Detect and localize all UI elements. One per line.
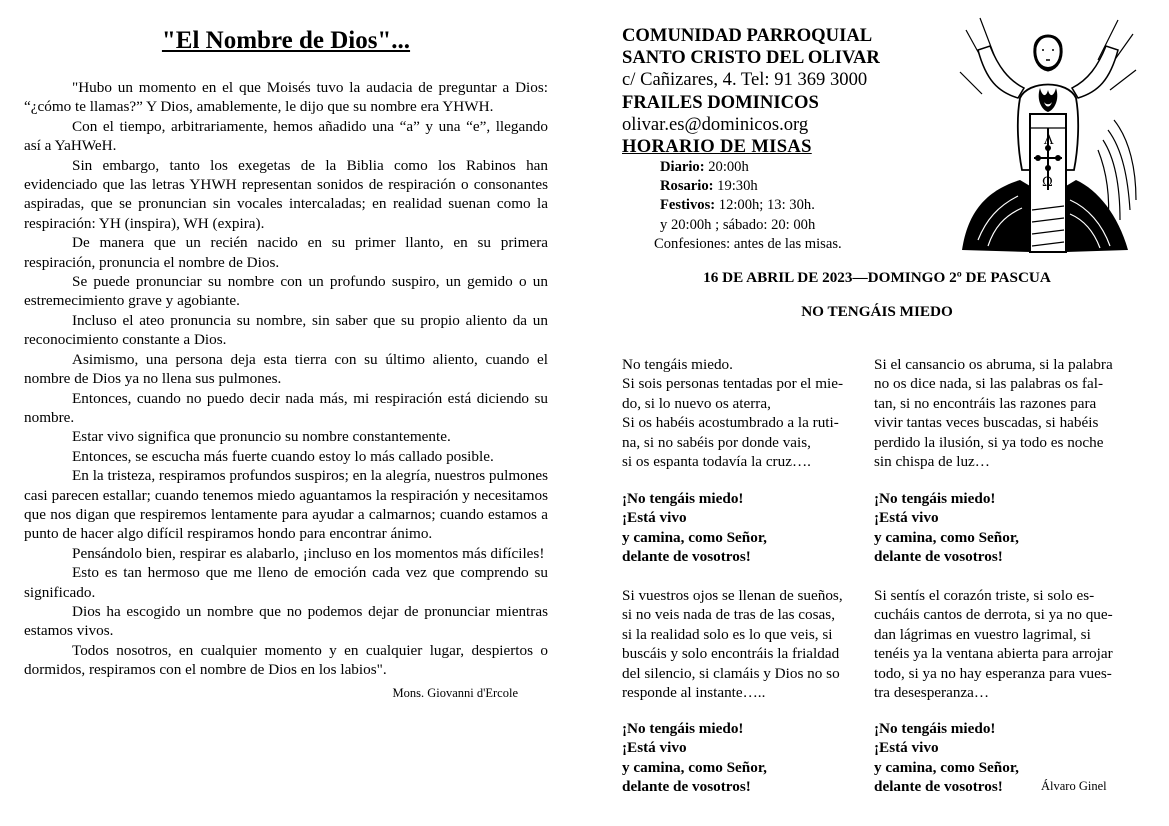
schedule-title: HORARIO DE MISAS	[622, 136, 812, 158]
poem-line: dan lágrimas en vuestro lagrimal, si	[874, 625, 1091, 643]
article-paragraph: Esto es tan hermoso que me lleno de emoción cada vez que comprendo su significado.	[24, 564, 548, 601]
schedule-row-festivos-2: y 20:00h ; sábado: 20: 00h	[660, 216, 816, 233]
schedule-confesiones: Confesiones: antes de las misas.	[654, 235, 842, 252]
poem-line: do, si lo nuevo os aterra,	[622, 394, 771, 412]
poem-line: si os espanta todavía la cruz….	[622, 453, 811, 471]
article-paragraph: En la tristeza, respiramos profundos suspiros; en la alegría, nuestros pulmones casi parecen estallar; cuando tenemos miedo aguantamos la respiración y necesitamos que nos digan que respiremos lentamente para ayudar a calmarnos; cuando estamos a punto de hacer algo difícil respiramos hondo para encontrar ánimo.	[24, 467, 548, 543]
poem-line: buscáis y solo encontráis la frialdad	[622, 645, 840, 663]
poem-line: del silencio, si clamáis y Dios no so	[622, 664, 840, 682]
article-paragraph: Entonces, cuando no puedo decir nada más, mi respiración está diciendo su nombre.	[24, 389, 548, 426]
poem-line: No tengáis miedo.	[622, 356, 733, 373]
poem-line: na, si no sabéis por donde vais,	[622, 433, 811, 451]
poem-line: si la realidad solo es lo que veis, si	[622, 625, 833, 643]
poem-refrain-3: ¡No tengáis miedo! ¡Está vivo y camina, como Señor, delante de vosotros!	[622, 720, 767, 796]
poem-title: NO TENGÁIS MIEDO	[801, 303, 953, 320]
poem-line: Si vuestros ojos se llenan de sueños,	[622, 587, 843, 604]
article-paragraph: Todos nosotros, en cualquier momento y en cualquier lugar, despiertos o dormidos, respiramos con el nombre de Dios en los labios".	[24, 641, 548, 679]
parish-order: FRAILES DOMINICOS	[622, 91, 819, 113]
article-paragraph: Dios ha escogido un nombre que no podemos dejar de pronunciar mientras estamos vivos.	[24, 602, 548, 640]
article-paragraph: Asimismo, una persona deja esta tierra con su último aliento, cuando el nombre de Dios ya no llena sus pulmones.	[24, 350, 548, 388]
article	[24, 26, 548, 700]
poem-line: no os dice nada, si las palabras os fal-	[874, 375, 1104, 393]
poem-refrain-4: ¡No tengáis miedo! ¡Está vivo y camina, como Señor, delante de vosotros!	[874, 720, 1019, 796]
poem-line: responde al instante…..	[622, 684, 766, 702]
poem-line: perdido la ilusión, si ya todo es noche	[874, 433, 1104, 451]
risen-christ-icon	[958, 10, 1138, 258]
parish-name-line2: SANTO CRISTO DEL OLIVAR	[622, 47, 880, 69]
poem-line: Si el cansancio os abruma, si la palabra	[874, 356, 1113, 373]
poem-line: si no veis nada de tras de las cosas,	[622, 606, 835, 624]
article-paragraph: Estar vivo significa que pronuncio su nombre constantemente.	[72, 428, 451, 446]
article-paragraph: Con el tiempo, arbitrariamente, hemos añadido una “a” y una “e”, llegando así a YaHWeH.	[24, 117, 548, 155]
article-body	[24, 78, 548, 680]
article-paragraph: De manera que un recién nacido en su primer llanto, en su primera respiración, pronuncia el nombre de Dios.	[24, 234, 548, 271]
poem-refrain-2: ¡No tengáis miedo! ¡Está vivo y camina, como Señor, delante de vosotros!	[874, 490, 1019, 566]
date-line: 16 DE ABRIL DE 2023—DOMINGO 2º DE PASCUA	[703, 269, 1051, 286]
parish-address: c/ Cañizares, 4. Tel: 91 369 3000	[622, 69, 868, 91]
poem-line: cucháis cantos de derrota, si ya no que-	[874, 606, 1113, 624]
schedule-row-festivos: Festivos: 12:00h; 13: 30h.	[660, 197, 815, 214]
article-title: "El Nombre de Dios"...	[161, 27, 411, 54]
article-author: Mons. Giovanni d'Ercole	[392, 685, 518, 700]
alpha-glyph: Λ	[1044, 133, 1054, 148]
schedule-row-diario: Diario: 20:00h	[660, 159, 749, 175]
poem-line: tan, si no encontráis las razones para	[874, 394, 1097, 412]
parish-header	[622, 25, 942, 158]
poem-line: tenéis ya la ventana abierta para arrojar	[874, 645, 1113, 663]
article-paragraph: Pensándolo bien, respirar es alabarlo, ¡incluso en los momentos más difíciles!	[72, 544, 545, 562]
poem-line: tra desesperanza…	[874, 684, 990, 702]
parish-name-line1: COMUNIDAD PARROQUIAL	[622, 25, 873, 46]
article-paragraph: Entonces, se escucha más fuerte cuando estoy lo más callado posible.	[72, 447, 494, 465]
poem-line: Si os habéis acostumbrado a la ruti-	[622, 414, 839, 432]
schedule-row-rosario: Rosario: 19:30h	[660, 178, 758, 195]
omega-glyph: Ω	[1042, 175, 1053, 190]
poem-author: Álvaro Ginel	[1041, 779, 1107, 793]
poem-refrain-1: ¡No tengáis miedo! ¡Está vivo y camina, como Señor, delante de vosotros!	[622, 490, 767, 566]
poem-line: Si sentís el corazón triste, si solo es-	[874, 587, 1095, 604]
article-paragraph: Sin embargo, tanto los exegetas de la Biblia como los Rabinos han evidenciado que las letras YHWH representan sonidos de respiración o consonantes aspiradas, que se pronuncian sin vocales intercaladas; en realidad suenan como la respiración: YH (inspira), WH (expira).	[24, 156, 548, 232]
article-paragraph: "Hubo un momento en el que Moisés tuvo la audacia de preguntar a Dios: “¿cómo te llamas?” Y Dios, amablemente, le dijo que su nombre era YHWH.	[24, 79, 548, 116]
poem-line: Si sois personas tentadas por el mie-	[622, 375, 844, 393]
poem-stanza-3	[622, 586, 866, 702]
article-paragraph: Incluso el ateo pronuncia su nombre, sin saber que su propio aliento da un reconocimiento constante a Dios.	[24, 311, 548, 349]
parish-email: olivar.es@dominicos.org	[622, 113, 809, 135]
poem-stanza-4	[874, 586, 1137, 702]
article-paragraph: Se puede pronunciar su nombre con un profundo suspiro, un gemido o un estremecimiento grave y agobiante.	[24, 273, 548, 310]
poem-stanza-2	[874, 355, 1137, 471]
poem-line: vivir tantas veces buscadas, si habéis	[874, 414, 1099, 432]
mass-schedule	[634, 158, 842, 254]
poem-stanza-1	[622, 355, 866, 471]
poem-line: todo, si ya no hay esperanza para vues-	[874, 664, 1112, 682]
poem-line: sin chispa de luz…	[874, 453, 990, 471]
